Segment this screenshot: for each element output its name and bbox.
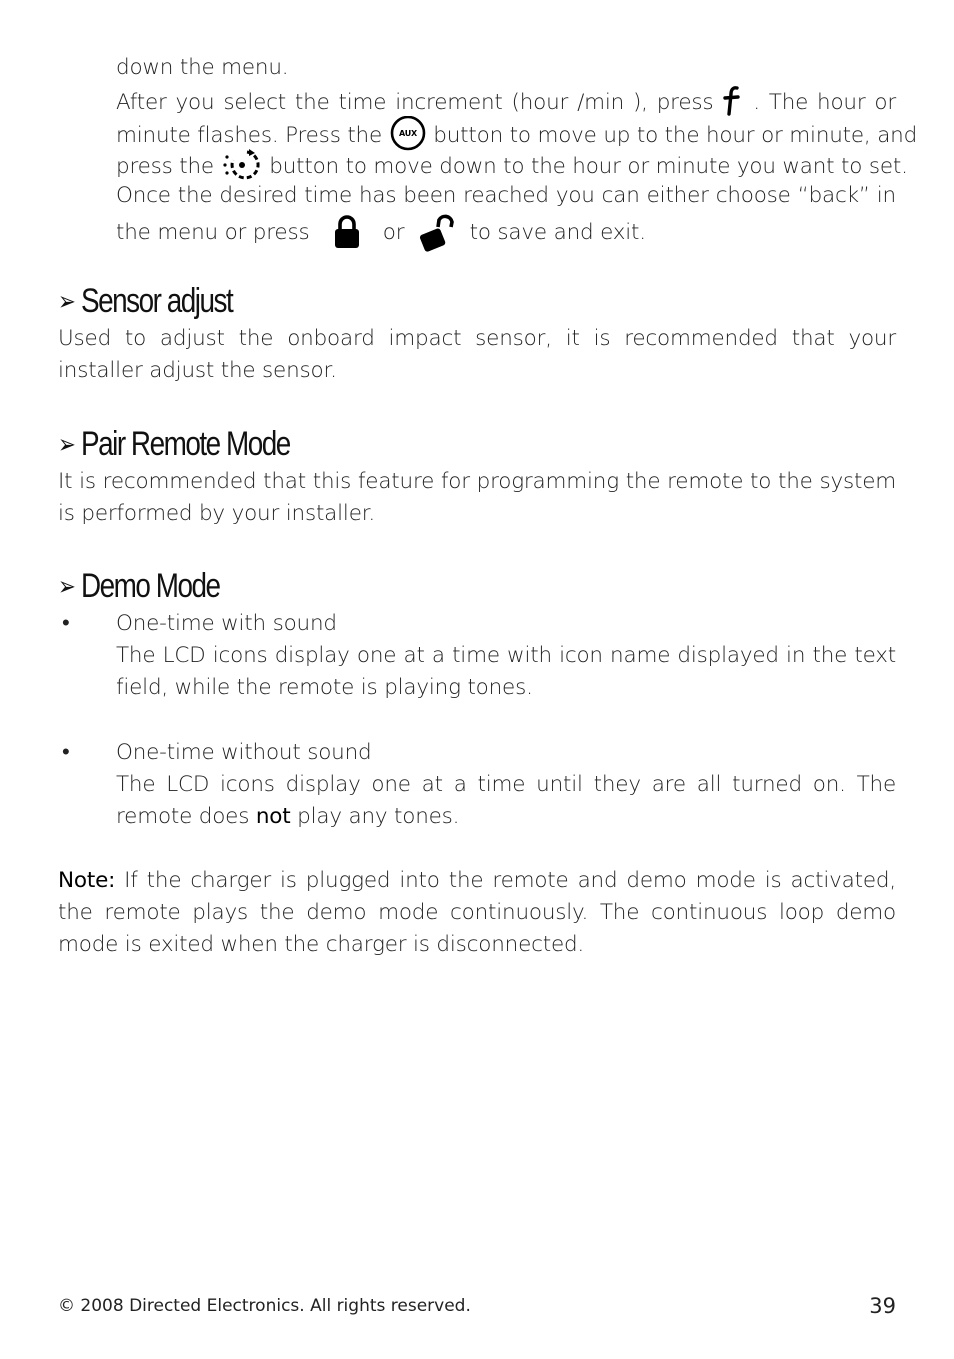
intro-text: Once the desired time has been reached you can either choose “back” in bbox=[116, 183, 896, 208]
unlock-icon bbox=[419, 213, 457, 253]
note-body: If the charger is plugged into the remote and demo mode is activated, the remote plays the demo mode continuously. The continuous loop demo mode is exited when the charger is disconnected. bbox=[58, 868, 896, 958]
heading-text: Pair Remote Mode bbox=[80, 425, 290, 463]
section-heading-sensor-adjust bbox=[58, 282, 232, 321]
intro-text: down the menu. bbox=[116, 55, 289, 80]
demo-item-1-body: The LCD icons display one at a time with icon name displayed in the text field, while the remote is playing tones. bbox=[116, 643, 896, 701]
demo-item-2-title: One-time without sound bbox=[116, 740, 372, 765]
intro-line-1 bbox=[116, 52, 896, 84]
aux-label: AUX bbox=[398, 129, 417, 138]
demo-item-2-body bbox=[116, 769, 896, 833]
section-heading-demo-mode bbox=[58, 567, 220, 606]
body-text: The LCD icons display one at a time until they are all turned on. The remote does bbox=[116, 772, 896, 830]
pair-remote-body: It is recommended that this feature for programming the remote to the system is performed by your installer. bbox=[58, 469, 896, 527]
intro-text: press the bbox=[116, 154, 214, 180]
copyright-notice: © 2008 Directed Electronics. All rights reserved. bbox=[58, 1296, 471, 1316]
heading-text: Demo Mode bbox=[80, 567, 220, 605]
section-heading-pair-remote-mode bbox=[58, 425, 290, 464]
intro-text: minute flashes. Press the bbox=[116, 123, 383, 149]
arrow-bullet-icon: ➢ bbox=[58, 286, 75, 316]
bullet-1: • bbox=[62, 611, 70, 636]
body-text: play any tones. bbox=[297, 804, 460, 830]
bullet-2: • bbox=[62, 740, 70, 765]
sensor-adjust-body: Used to adjust the onboard impact sensor, it is recommended that your installer adjust the sensor. bbox=[58, 326, 896, 384]
demo-item-1-title: One-time with sound bbox=[116, 611, 337, 636]
intro-text: or bbox=[382, 220, 405, 246]
intro-line-6 bbox=[116, 213, 896, 253]
intro-text: button to move up to the hour or minute, and bbox=[433, 123, 918, 149]
intro-line-5 bbox=[116, 180, 896, 212]
note-label: Note: bbox=[58, 868, 116, 893]
page-number: 39 bbox=[869, 1294, 896, 1318]
arrow-bullet-icon: ➢ bbox=[58, 429, 75, 459]
note-paragraph bbox=[58, 865, 896, 962]
intro-text: button to move down to the hour or minute you want to set. bbox=[269, 154, 908, 180]
intro-text: After you select the time increment (hour /min ), press bbox=[116, 90, 714, 116]
heading-text: Sensor adjust bbox=[80, 282, 233, 320]
emphasis-text: not bbox=[255, 804, 291, 830]
arrow-bullet-icon: ➢ bbox=[58, 571, 75, 601]
intro-text: to save and exit. bbox=[469, 220, 646, 246]
intro-text: . The hour or bbox=[753, 90, 897, 116]
intro-text: the menu or press bbox=[116, 220, 310, 246]
lock-icon bbox=[332, 214, 362, 252]
